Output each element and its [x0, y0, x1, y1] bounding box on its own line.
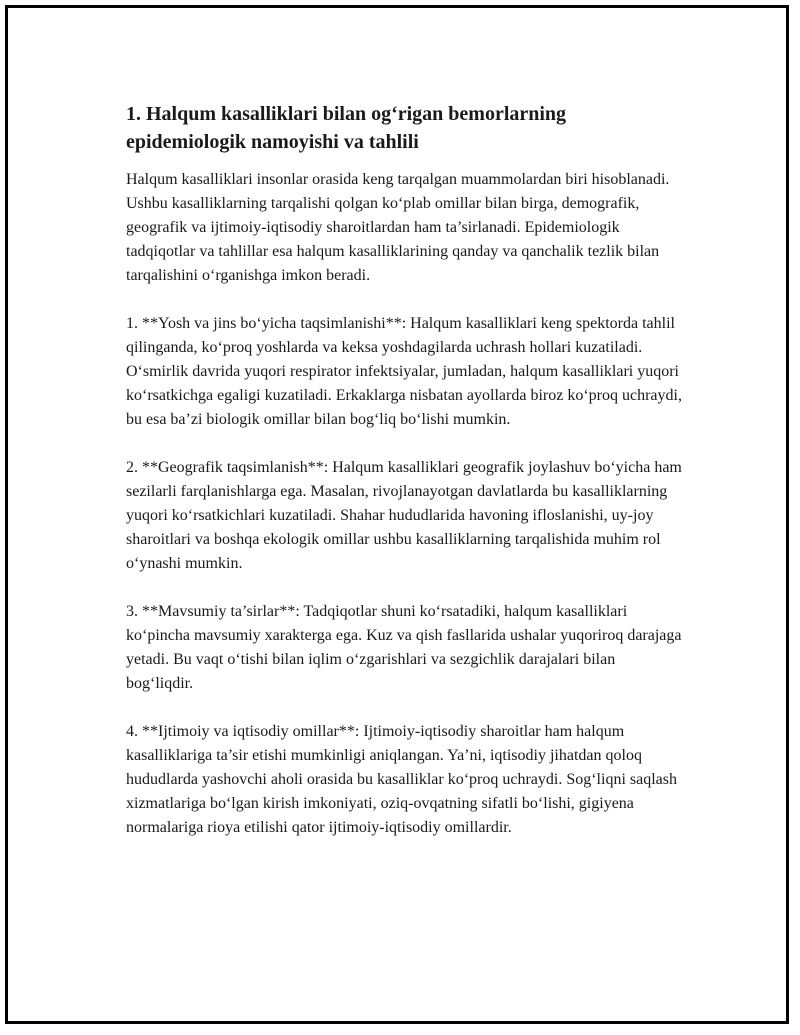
- document-body: [126, 100, 686, 864]
- paragraph-socioeconomic: 4. **Ijtimoiy va iqtisodiy omillar**: Ijtimoiy-iqtisodiy sharoitlar ham halqum kasalliklariga ta’sir etishi mumkinligi aniqlangan. Ya’ni, iqtisodiy jihatdan qoloq hududlarda yashovchi aholi orasida bu kasalliklar ko‘proq uchraydi. Sog‘liqni saqlash xizmatlariga bo‘lgan kirish imkoniyati, oziq-ovqatning sifatli bo‘lishi, gigiyena normalariga rioya etilishi qator ijtimoiy-iqtisodiy omillardir.: [126, 723, 677, 836]
- page-frame: [5, 5, 789, 1024]
- intro-paragraph: Halqum kasalliklari insonlar orasida keng tarqalgan muammolardan biri hisoblanadi. Ushbu kasalliklarning tarqalishi qolgan ko‘plab omillar bilan birga, demografik, geografik va ijtimoiy-iqtisodiy sharoitlardan ham ta’sirlanadi. Epidemiologik tadqiqotlar va tahlillar esa halqum kasalliklarining qanday va qanchalik tezlik bilan tarqalishini o‘rganishga imkon beradi.: [126, 171, 670, 284]
- section-heading: 1. Halqum kasalliklari bilan og‘rigan bemorlarning epidemiologik namoyishi va tahlili: [126, 103, 567, 153]
- paragraph-age-gender: 1. **Yosh va jins bo‘yicha taqsimlanishi**: Halqum kasalliklari keng spektorda tahlil qilinganda, ko‘proq yoshlarda va keksa yoshdagilarda uchrash hollari kuzatiladi. O‘smirlik davrida yuqori respirator infektsiyalar, jumladan, halqum kasalliklari yuqori ko‘rsatkichga egaligi kuzatiladi. Erkaklarga nisbatan ayollarda biroz ko‘proq uchraydi, bu esa ba’zi biologik omillar bilan bog‘liq bo‘lishi mumkin.: [126, 315, 682, 428]
- paragraph-geographic: 2. **Geografik taqsimlanish**: Halqum kasalliklari geografik joylashuv bo‘yicha ham sezilarli farqlanishlarga ega. Masalan, rivojlanayotgan davlatlarda bu kasalliklarning yuqori ko‘rsatkichlari kuzatiladi. Shahar hududlarida havoning ifloslanishi, uy-joy sharoitlari va boshqa ekologik omillar ushbu kasalliklarning tarqalishida muhim rol o‘ynashi mumkin.: [126, 459, 682, 572]
- paragraph-seasonal: 3. **Mavsumiy ta’sirlar**: Tadqiqotlar shuni ko‘rsatadiki, halqum kasalliklari ko‘pincha mavsumiy xarakterga ega. Kuz va qish fasllarida ushalar yuqoriroq darajaga yetadi. Bu vaqt o‘tishi bilan iqlim o‘zgarishlari va sezgichlik darajalari bilan bog‘liqdir.: [126, 603, 682, 692]
